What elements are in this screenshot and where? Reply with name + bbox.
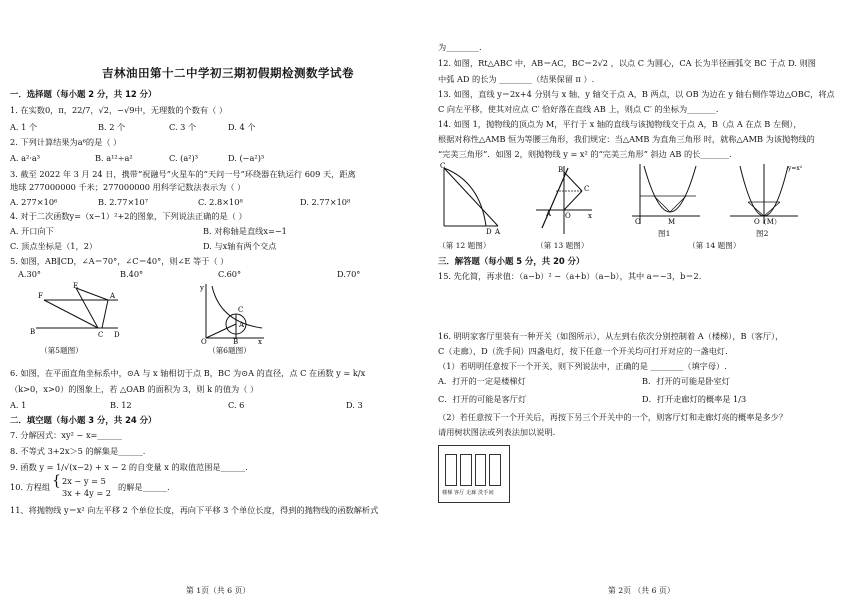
figure-6-diagram xyxy=(200,282,266,346)
q6-option-b: B. 12 xyxy=(110,400,132,410)
figure-12-diagram xyxy=(440,164,502,234)
question-14-line3: “完美三角形”．如图 2，则抛物线 y = x² 的“完美三角形” 斜边 AB 的长_______. xyxy=(438,149,732,159)
page-2-footer: 第 2页 （共 6 页） xyxy=(608,586,675,595)
q4-option-d: D. 与x轴有两个交点 xyxy=(203,241,277,251)
q1-option-b: B. 2 个 xyxy=(98,122,126,132)
svg-text:A: A xyxy=(546,210,552,218)
svg-text:O（M）: O（M） xyxy=(754,218,781,226)
section-fill-heading: 二．填空题（每小题 3 分，共 24 分） xyxy=(10,415,157,425)
question-16-part2: （2）若任意按下一个开关后，再按下另三个开关中的一个，则客厅灯和走廊灯亮的概率是多少？ xyxy=(438,412,788,422)
figure-14-caption: （第 14 题图） xyxy=(688,241,741,250)
svg-text:y: y xyxy=(200,284,204,292)
svg-text:M: M xyxy=(668,218,676,226)
q4-option-b: B. 对称轴是直线x=−1 xyxy=(203,226,287,236)
question-5: 5. 如图，AB∥CD，∠A＝70°，∠C＝40°，则∠E 等于（ ） xyxy=(10,256,229,266)
question-9: 9. 函数 y = 1/√(x−2) + x − 2 的自变量 x 的取值范围是______. xyxy=(10,462,248,472)
switch-panel-label: 楼梯 客厅 走廊 洗手间 xyxy=(442,490,494,496)
question-16-line2: C（走廊），D（洗手间）四盏电灯，按下任意一个开关均可打开对应的一盏电灯． xyxy=(438,346,734,356)
figure-14-sub1-label: 图1 xyxy=(658,229,671,238)
svg-text:D: D xyxy=(114,331,120,339)
svg-text:B: B xyxy=(30,328,36,336)
svg-text:E: E xyxy=(73,282,79,290)
q5-option-a: A.30° xyxy=(18,269,42,279)
question-6-line2: （k>0，x>0）的图象上，若 △OAB 的面积为 3，则 k 的值为（ ） xyxy=(10,384,259,394)
question-3-line1: 3. 截至 2022 年 3 月 24 日，携带“祝融号”火星车的“天问一号”环绕器在轨运行 609 天，距离 xyxy=(10,169,356,179)
q10-equation-2: 3x + 4y = 2 xyxy=(62,488,112,498)
figure-12-caption: （第 12 题图） xyxy=(438,241,491,250)
svg-text:y=x²: y=x² xyxy=(788,165,803,172)
svg-text:O: O xyxy=(201,338,207,346)
q6-option-a: A. 1 xyxy=(10,400,27,410)
q2-option-b: B. a¹²÷a² xyxy=(95,153,133,163)
q1-option-a: A. 1 个 xyxy=(10,122,38,132)
section-answer-heading: 三．解答题（每小题 5 分，共 20 分） xyxy=(438,256,585,266)
q5-option-d: D.70° xyxy=(337,269,361,279)
question-15: 15. 先化简，再求值：（a−b）² −（a+b）（a−b），其中 a＝−3，b＝2. xyxy=(438,271,702,281)
svg-text:B: B xyxy=(233,338,239,346)
svg-text:O: O xyxy=(635,218,641,226)
svg-text:x: x xyxy=(258,338,262,346)
q16-option-c: C．打开的可能是客厅灯 xyxy=(438,394,527,404)
question-12-line1: 12. 如图，Rt△ABC 中，AB＝AC，BC＝2√2 ，以点 C 为圆心，CA 长为半径画弧交 BC 于点 D. 则图 xyxy=(438,58,816,68)
question-16-instruction: 请用树状图法或列表法加以说明. xyxy=(438,427,556,437)
svg-text:A: A xyxy=(239,321,245,329)
q16-option-b: B．打开的可能是卧室灯 xyxy=(642,376,730,386)
q6-option-c: C. 6 xyxy=(228,400,245,410)
page-1-footer: 第 1页（共 6 页） xyxy=(186,586,251,595)
switch-corridor xyxy=(475,454,487,486)
figure-14-sub2-label: 图2 xyxy=(756,229,769,238)
question-12-line2: 中弧 AD 的长为 ________（结果保留 π ）. xyxy=(438,74,595,84)
q2-option-d: D. (−a²)³ xyxy=(228,153,265,163)
question-16-part1: （1）若明明任意按下一个开关，则下列说法中，正确的是 ________（填字母）. xyxy=(438,361,727,371)
question-7: 7. 分解因式：xy² − x=______ xyxy=(10,430,122,440)
exam-title: 吉林油田第十二中学初三期初假期检测数学试卷 xyxy=(102,66,354,80)
switch-panel-figure xyxy=(438,445,510,503)
svg-text:C: C xyxy=(440,162,446,170)
figure-13-diagram xyxy=(534,164,594,236)
q1-option-d: D. 4 个 xyxy=(228,122,256,132)
switch-buttons xyxy=(445,454,501,486)
question-3-line2: 地球 277000000 千米；277000000 用科学记数法表示为（ ） xyxy=(10,182,246,192)
svg-text:C: C xyxy=(238,306,244,314)
q3-option-c: C. 2.8×10⁸ xyxy=(198,197,243,207)
q5-option-b: B.40° xyxy=(120,269,144,279)
figure-13-caption: （第 13 题图） xyxy=(536,241,589,250)
q3-option-a: A. 277×10⁶ xyxy=(10,197,58,207)
svg-text:B: B xyxy=(558,166,564,174)
question-11: 11、将抛物线 y＝x² 向左平移 2 个单位长度，再向下平移 3 个单位长度，得到的抛物线的函数解析式 xyxy=(10,505,379,515)
q3-option-b: B. 2.77×10⁷ xyxy=(98,197,149,207)
svg-text:O: O xyxy=(565,212,571,220)
figure-6-caption: （第6题图） xyxy=(208,346,251,355)
figure-5-diagram xyxy=(30,282,120,344)
question-10-suffix: 的解是______. xyxy=(118,482,170,492)
q16-option-a: A．打开的一定是楼梯灯 xyxy=(438,376,526,386)
q10-equation-1: 2x − y = 5 xyxy=(62,476,106,486)
question-14-line2: 根据对称性△AMB 恒为等腰三角形，我们规定：当△AMB 为直角三角形 时，就称△AMB 为该抛物线的 xyxy=(438,134,815,144)
question-14-line1: 14. 如图 1，抛物线的顶点为 M，平行于 x 轴的直线与该抛物线交于点 A，B（点 A 在点 B 左侧）， xyxy=(438,119,802,129)
q2-option-a: A. a²·a³ xyxy=(10,153,41,163)
question-11-continuation: 为________. xyxy=(438,42,482,52)
question-2: 2. 下列计算结果为a⁶的是（ ） xyxy=(10,137,122,147)
svg-text:F: F xyxy=(38,292,43,300)
question-8: 8. 不等式 3+2x＞5 的解集是______. xyxy=(10,446,146,456)
question-13-line1: 13. 如图，直线 y＝2x+4 分别与 x 轴、y 轴交于点 A，B 两点，以 OB 为边在 y 轴右侧作等边△OBC，将点 xyxy=(438,89,835,99)
page-right xyxy=(430,0,860,608)
question-4: 4. 对于二次函数y=（x−1）²+2的图象，下列说法正确的是（ ） xyxy=(10,211,247,221)
figure-5-caption: （第5题图） xyxy=(40,346,83,355)
q3-option-d: D. 2.77×10⁸ xyxy=(300,197,351,207)
q6-option-d: D. 3 xyxy=(346,400,363,410)
switch-stairs xyxy=(445,454,457,486)
switch-bathroom xyxy=(489,454,501,486)
section-choice-heading: 一．选择题（每小题 2 分，共 12 分） xyxy=(10,89,157,99)
q5-option-c: C.60° xyxy=(218,269,242,279)
q2-option-c: C. (a²)³ xyxy=(169,153,199,163)
question-10-prefix: 10. 方程组 xyxy=(10,482,51,492)
question-13-line2: C 向左平移，使其对应点 C′ 恰好落在直线 AB 上，则点 C′ 的坐标为_______. xyxy=(438,104,719,114)
question-6-line1: 6. 如图，在平面直角坐标系中，⊙A 与 x 轴相切于点 B，BC 为⊙A 的直径，点 C 在函数 y = k/x xyxy=(10,368,366,378)
q4-option-a: A. 开口向下 xyxy=(10,226,54,236)
svg-text:C: C xyxy=(98,331,104,339)
q16-option-d: D．打开走廊灯的概率是 1/3 xyxy=(642,394,747,404)
svg-text:D: D xyxy=(486,228,492,236)
question-1: 1. 在实数0，π，22/7，√2，−√9中，无理数的个数有（ ） xyxy=(10,105,228,115)
svg-text:C: C xyxy=(584,185,590,193)
equation-brace: { xyxy=(52,473,61,489)
svg-text:A: A xyxy=(110,292,116,300)
figure-14-diagram-1 xyxy=(630,162,702,228)
svg-text:x: x xyxy=(588,212,592,220)
question-16-line1: 16. 明明家客厅里装有一种开关（如图所示），从左到右依次分别控制着 A（楼梯），B（客厅）， xyxy=(438,331,784,341)
q1-option-c: C. 3 个 xyxy=(169,122,197,132)
switch-living-room xyxy=(460,454,472,486)
svg-text:A: A xyxy=(495,228,501,236)
q4-option-c: C. 顶点坐标是（1，2） xyxy=(10,241,98,251)
figure-14-diagram-2 xyxy=(728,162,803,228)
